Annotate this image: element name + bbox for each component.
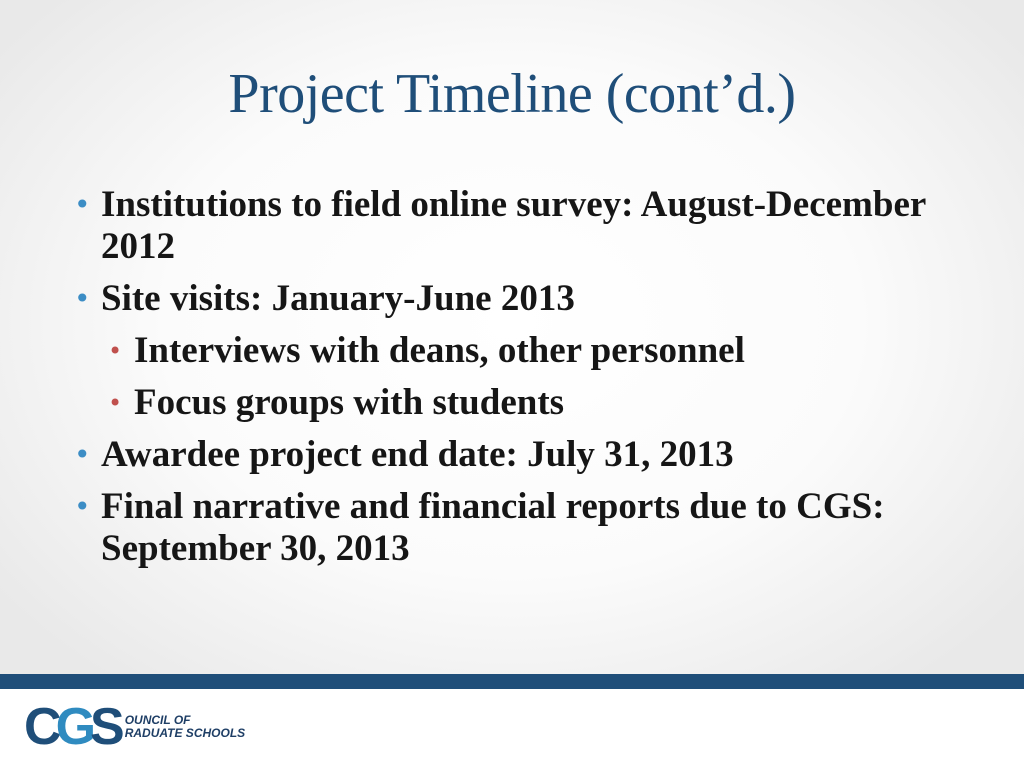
cgs-logo-mark: CGS <box>24 698 119 756</box>
bullet-dot-icon: • <box>74 438 91 471</box>
bullet-text: Institutions to field online survey: August-December 2012 <box>101 184 926 267</box>
bullet-dot-icon: • <box>74 188 91 221</box>
slide-title: Project Timeline (cont’d.) <box>228 63 796 125</box>
cgs-logo-text: OUNCIL OF RADUATE SCHOOLS <box>124 713 246 740</box>
cgs-logo <box>24 698 246 756</box>
sub-bullet-item <box>74 382 954 424</box>
bullet-text: Site visits: January-June 2013 <box>101 278 575 319</box>
bullet-item <box>74 486 954 570</box>
footer-divider-bar <box>0 674 1024 689</box>
bullet-text: Final narrative and financial reports due to CGS: September 30, 2013 <box>101 486 885 569</box>
bullet-dot-icon: • <box>74 490 91 523</box>
bullet-item <box>74 278 954 320</box>
sub-bullet-text: Focus groups with students <box>134 382 565 423</box>
sub-bullet-text: Interviews with deans, other personnel <box>134 330 745 371</box>
sub-bullet-item <box>74 330 954 372</box>
sub-bullet-dot-icon: • <box>108 389 123 417</box>
sub-bullet-dot-icon: • <box>108 337 123 365</box>
bullet-item <box>74 434 954 476</box>
bullet-dot-icon: • <box>74 282 91 315</box>
bullet-text: Awardee project end date: July 31, 2013 <box>101 434 734 475</box>
bullet-item <box>74 184 954 268</box>
bullet-list <box>74 184 954 580</box>
